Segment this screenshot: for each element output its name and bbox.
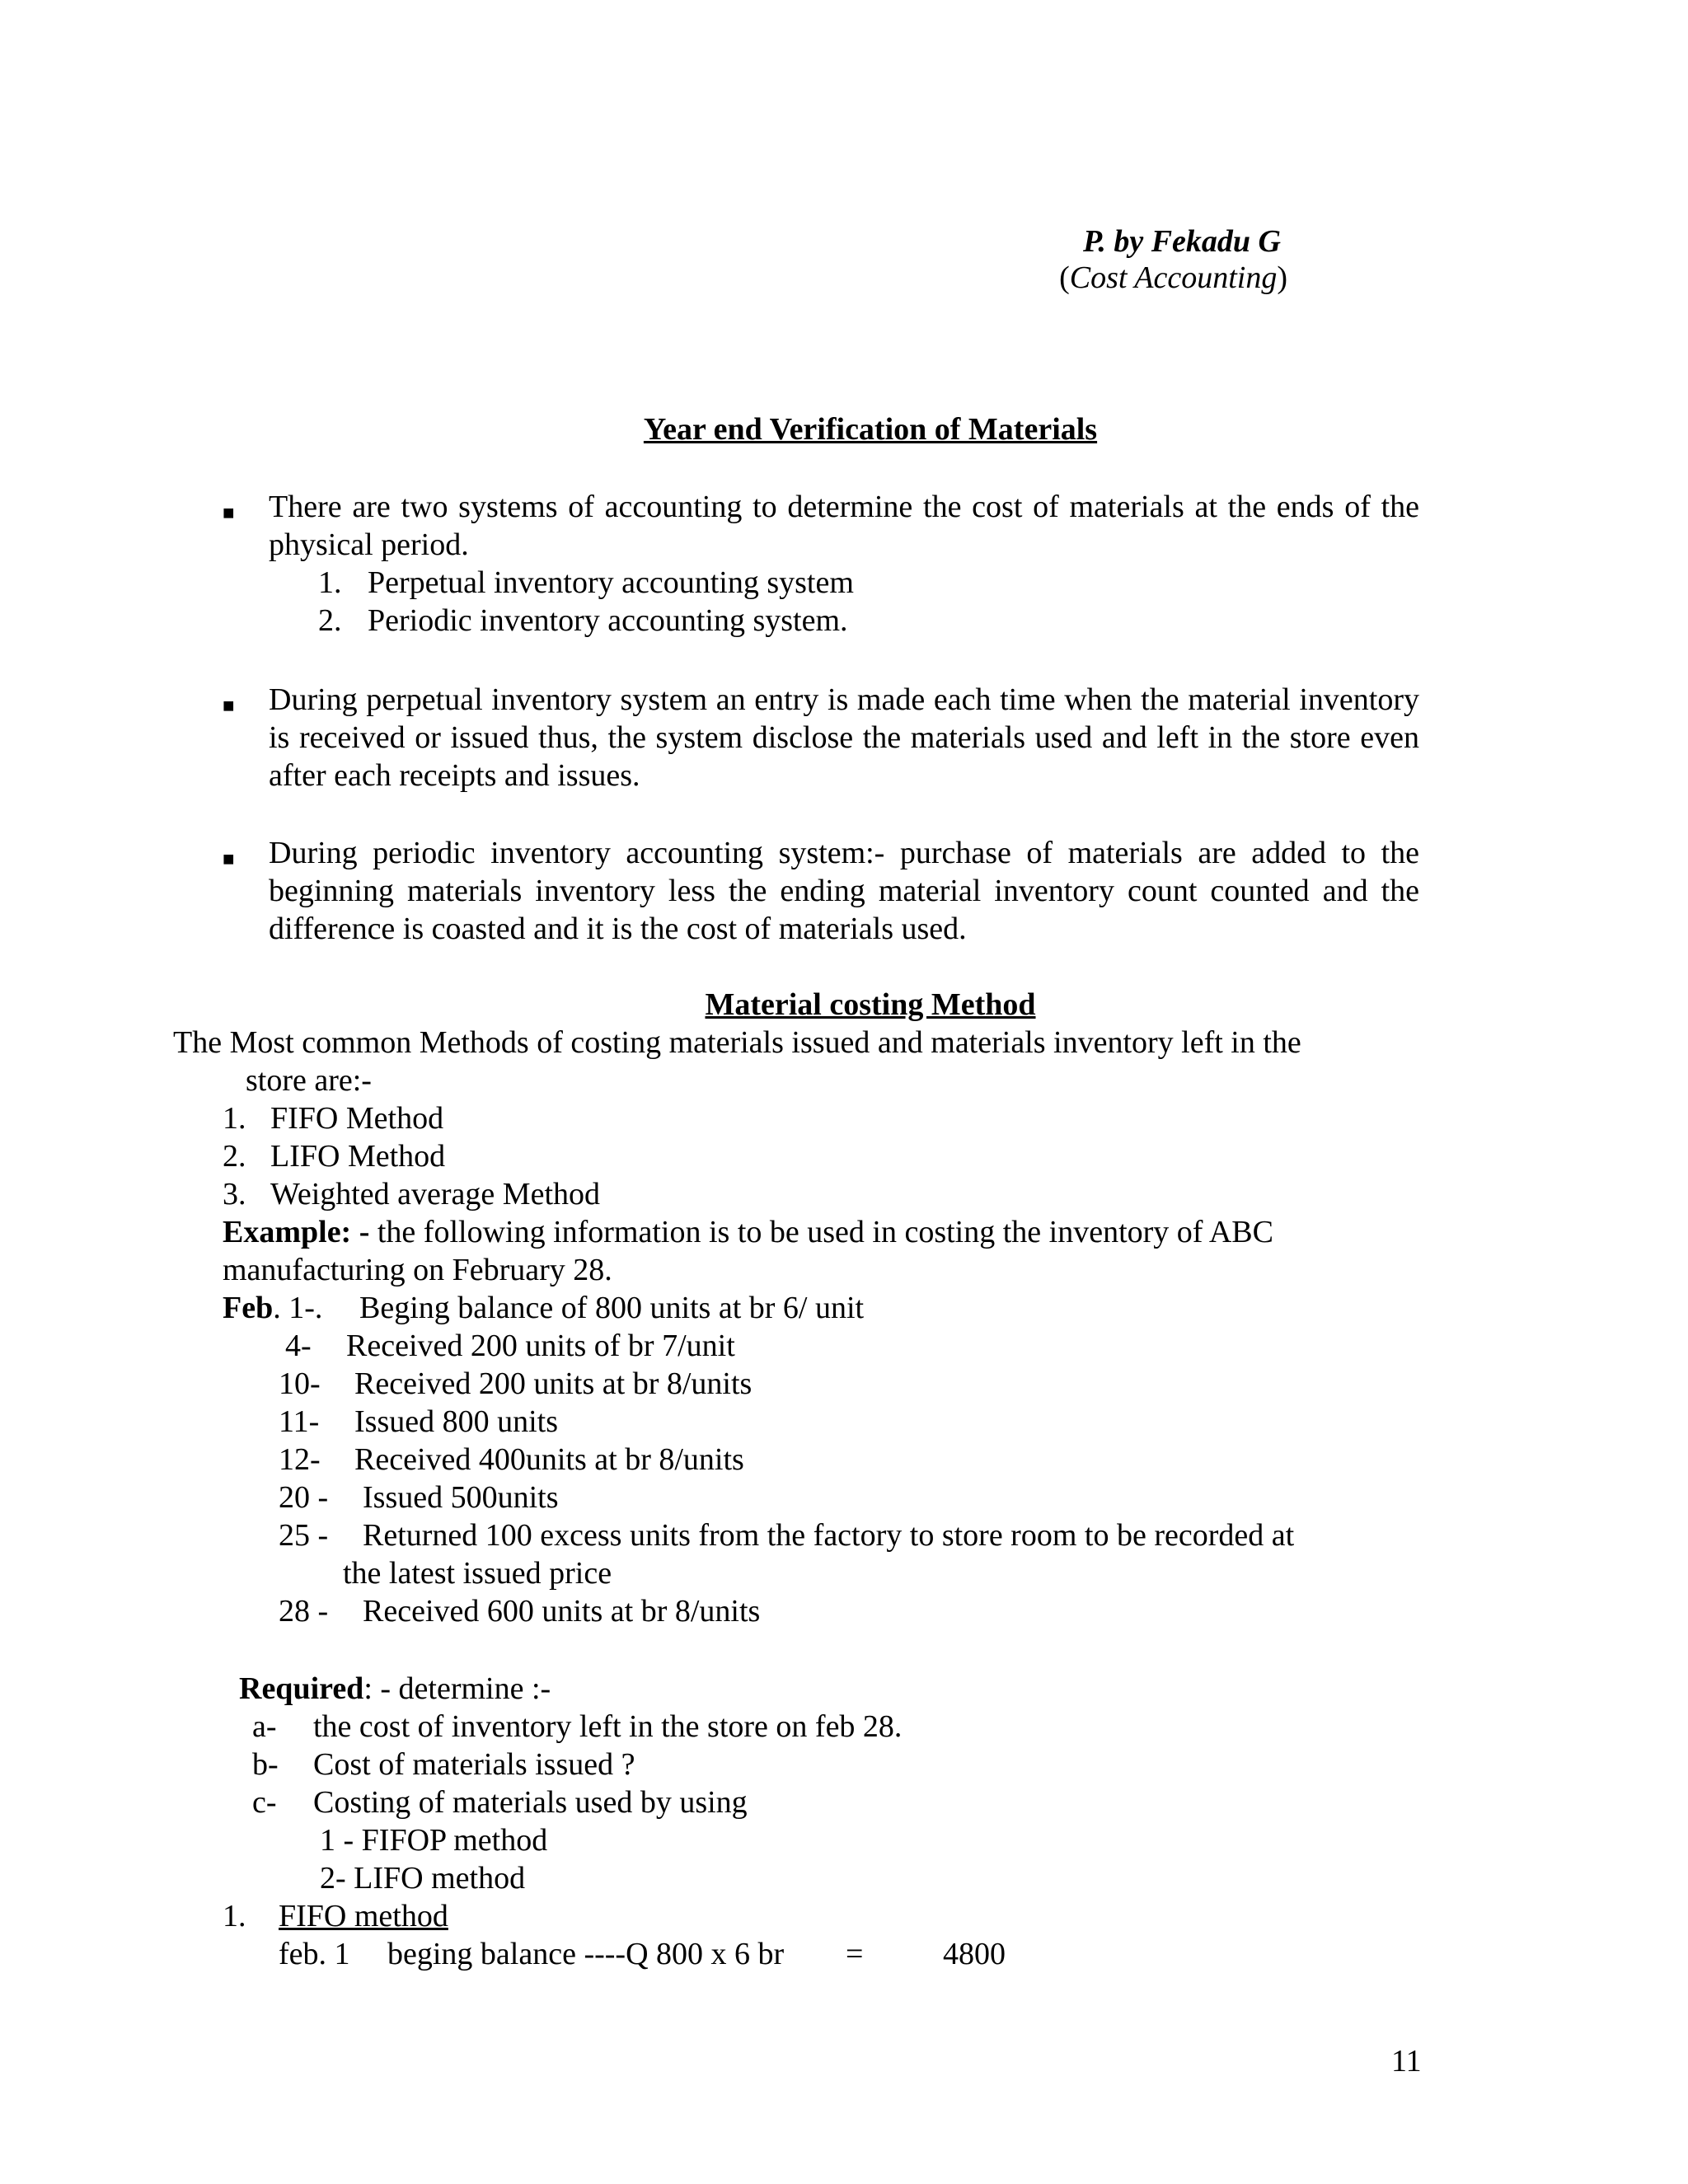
intro-line-2: store are:- (246, 1063, 372, 1098)
fifo-line-equals: = (846, 1937, 864, 1971)
transaction-day: 20 - (279, 1480, 329, 1515)
bullet-paragraph-3: During periodic inventory accounting system:- purchase of materials are added to the beginning materials inventory less the ending material inventory count counted and the difference is coasted and it is the cost of materials used. (269, 836, 1419, 946)
subitem-number: 2. (318, 603, 342, 638)
transaction-day: 28 - (279, 1594, 329, 1629)
section-title-verification: Year end Verification of Materials (643, 412, 1098, 447)
required-letter: b- (252, 1747, 279, 1782)
subitem-number: 1. (318, 565, 342, 600)
subject-text: Cost Accounting (1069, 260, 1278, 295)
required-letter: c- (252, 1785, 277, 1820)
transaction-text: Received 200 units at br 8/units (354, 1366, 753, 1401)
section-title-costing-method: Material costing Method (705, 987, 1036, 1022)
fifo-line-desc: beging balance ----Q 800 x 6 br (387, 1937, 785, 1971)
transaction-text: Issued 500units (363, 1480, 559, 1515)
required-item: the cost of inventory left in the store on feb 28. (313, 1709, 903, 1744)
transaction-text: Returned 100 excess units from the factory to store room to be recorded at (363, 1518, 1295, 1553)
example-text: the following information is to be used in costing the inventory of ABC (369, 1215, 1273, 1249)
subitem-text: Periodic inventory accounting system. (368, 603, 848, 638)
required-item: Costing of materials used by using (313, 1785, 748, 1820)
transaction-day: 10- (279, 1366, 321, 1401)
method-text: FIFO Method (270, 1101, 444, 1136)
document-author: P. by Fekadu G (1083, 224, 1281, 259)
document-subject (1059, 259, 1287, 297)
required-heading (239, 1670, 551, 1708)
method-text: Weighted average Method (270, 1177, 601, 1212)
transaction-row (223, 1289, 322, 1327)
fifo-line-date: feb. 1 (279, 1937, 350, 1971)
transaction-day: 4- (285, 1329, 312, 1363)
bullet-icon: ■ (223, 503, 235, 524)
bullet-paragraph-1: There are two systems of accounting to determine the cost of materials at the ends of the physical period. (269, 490, 1419, 562)
transaction-text: Received 400units at br 8/units (354, 1442, 744, 1477)
transaction-text: Issued 800 units (354, 1404, 558, 1439)
transaction-text-continued: the latest issued price (343, 1556, 612, 1591)
example-line-1 (223, 1213, 1273, 1251)
fifo-number: 1. (223, 1899, 246, 1933)
method-number: 1. (223, 1101, 246, 1136)
transaction-day: 12- (279, 1442, 321, 1477)
subject-close: ) (1277, 260, 1287, 295)
intro-line-1: The Most common Methods of costing materials issued and materials inventory left in the (173, 1025, 1301, 1060)
required-label: Required (239, 1671, 364, 1706)
transaction-day: . 1-. (273, 1291, 323, 1325)
transaction-text: Received 600 units at br 8/units (363, 1594, 761, 1629)
month-label: Feb (223, 1291, 274, 1325)
fifo-title: FIFO method (279, 1899, 448, 1933)
required-subitem: 1 - FIFOP method (320, 1823, 548, 1858)
method-number: 2. (223, 1139, 246, 1174)
transaction-day: 11- (279, 1404, 320, 1439)
page-number: 11 (1391, 2044, 1422, 2079)
bullet-paragraph-2: During perpetual inventory system an entry is made each time when the material inventory is received or issued thus, the system disclose the materials used and left in the store even after each receipts and issues. (269, 682, 1419, 793)
required-letter: a- (252, 1709, 277, 1744)
transaction-text: Received 200 units of br 7/unit (346, 1329, 735, 1363)
subject-open: ( (1059, 260, 1070, 295)
bullet-icon: ■ (223, 849, 235, 870)
transaction-day: 25 - (279, 1518, 329, 1553)
required-text: : - determine :- (363, 1671, 551, 1706)
bullet-icon: ■ (223, 696, 235, 717)
example-label: Example: - (223, 1215, 370, 1249)
method-number: 3. (223, 1177, 246, 1212)
example-line-2: manufacturing on February 28. (223, 1253, 612, 1287)
method-text: LIFO Method (270, 1139, 446, 1174)
fifo-line-value: 4800 (943, 1937, 1006, 1971)
subitem-text: Perpetual inventory accounting system (368, 565, 854, 600)
required-subitem: 2- LIFO method (320, 1861, 526, 1896)
required-item: Cost of materials issued ? (313, 1747, 635, 1782)
transaction-text: Beging balance of 800 units at br 6/ unit (359, 1291, 865, 1325)
